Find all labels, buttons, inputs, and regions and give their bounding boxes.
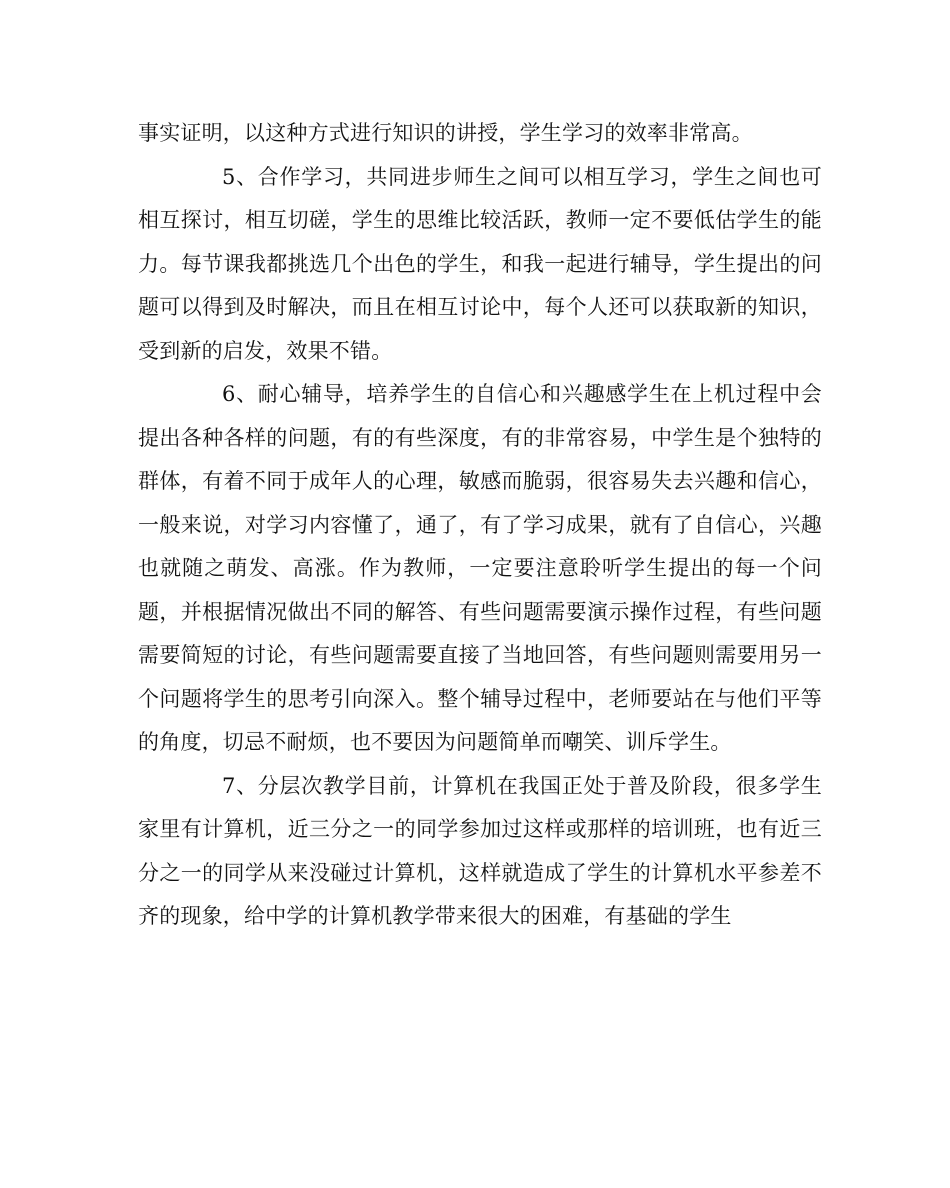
paragraph-cooperative-learning: 5、合作学习，共同进步师生之间可以相互学习，学生之间也可相互探讨，相互切磋，学生的思维比较活跃，教师一定不要低估学生的能力。每节课我都挑选几个出色的学生，和我一起进行辅导，学生提出的问题可以得到及时解决，而且在相互讨论中，每个人还可以获取新的知识，受到新的启发，效果不错。 (138, 164, 822, 363)
paragraph-continuation: 事实证明，以这种方式进行知识的讲授，学生学习的效率非常高。 (138, 121, 753, 145)
paragraph-patient-tutoring: 6、耐心辅导，培养学生的自信心和兴趣感学生在上机过程中会提出各种各样的问题，有的有些深度，有的非常容易，中学生是个独特的群体，有着不同于成年人的心理，敏感而脆弱，很容易失去兴趣和信心，一般来说，对学习内容懂了，通了，有了学习成果，就有了自信心，兴趣也就随之萌发、高涨。作为教师，一定要注意聆听学生提出的每一个问题，并根据情况做出不同的解答、有些问题需要演示操作过程，有些问题需要简短的讨论，有些问题需要直接了当地回答，有些问题则需要用另一个问题将学生的思考引向深入。整个辅导过程中，老师要站在与他们平等的角度，切忌不耐烦，也不要因为问题简单而嘲笑、训斥学生。 (138, 382, 822, 754)
paragraph-tiered-teaching: 7、分层次教学目前，计算机在我国正处于普及阶段，很多学生家里有计算机，近三分之一的同学参加过这样或那样的培训班，也有近三分之一的同学从来没碰过计算机，这样就造成了学生的计算机水平参差不齐的现象，给中学的计算机教学带来很大的困难，有基础的学生 (138, 773, 822, 928)
document-body (138, 112, 822, 939)
